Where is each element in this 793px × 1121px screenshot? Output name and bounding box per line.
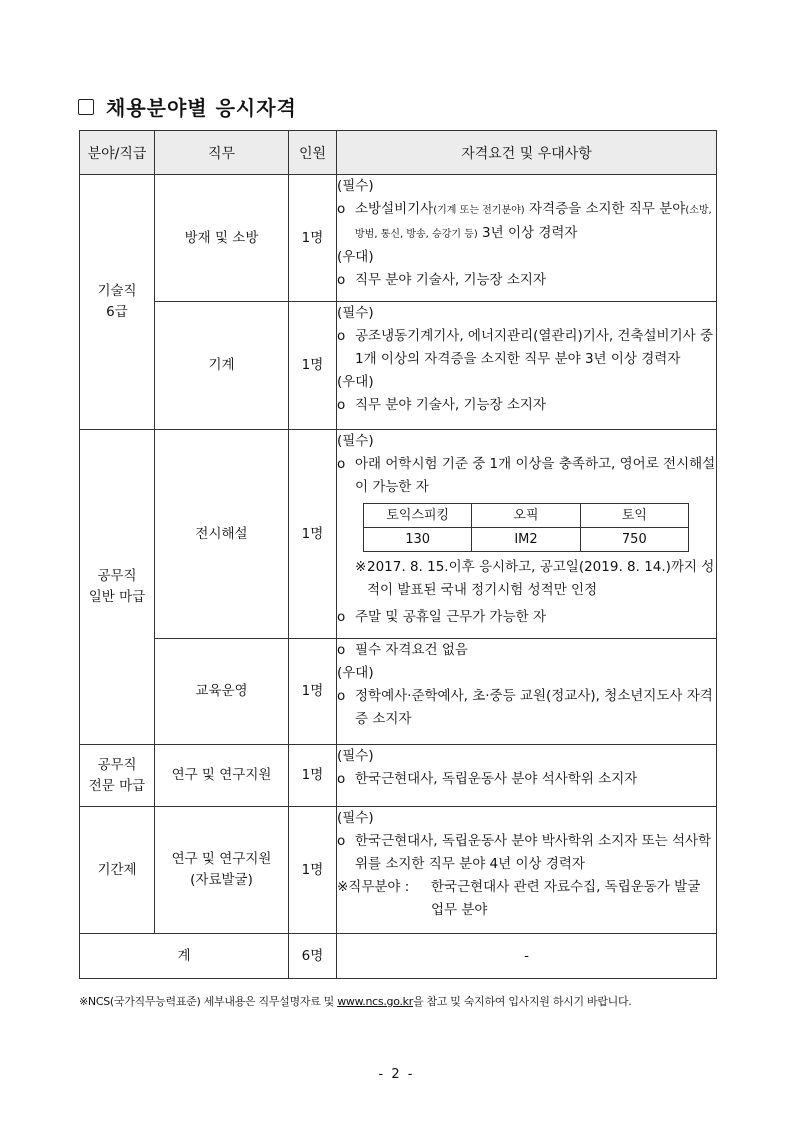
- list-item: [337, 768, 716, 791]
- job-cell: 연구 및 연구지원: [155, 745, 289, 807]
- job-field-note: [337, 876, 716, 922]
- list-item-text: 아래 어학시험 기준 중 1개 이상을 충족하고, 영어로 전시해설이 가능한 자: [355, 456, 716, 495]
- category-cell: 공무직 일반 마급: [80, 430, 155, 745]
- list-item: [337, 639, 716, 662]
- text-part: 소방설비기사: [355, 201, 434, 217]
- job-cell: 방재 및 소방: [155, 175, 289, 302]
- required-label: (필수): [337, 748, 374, 764]
- job-cell: 기계: [155, 302, 289, 430]
- bullet-icon: o: [337, 272, 346, 288]
- list-item-text: 필수 자격요건 없음: [355, 642, 468, 658]
- required-label: (필수): [337, 178, 374, 194]
- qualification-cell: [337, 175, 717, 302]
- bullet-icon: o: [337, 328, 346, 344]
- section-title: [78, 92, 297, 121]
- note-mark: ※직무분야 :: [337, 879, 410, 895]
- bullet-icon: o: [337, 609, 346, 625]
- job-cell: 전시해설: [155, 430, 289, 639]
- header-job: 직무: [155, 131, 289, 175]
- count-cell: 1명: [289, 302, 337, 430]
- text-part: 자격증을 소지한 직무 분야: [524, 201, 686, 217]
- job-cell: 교육운영: [155, 639, 289, 745]
- qualification-cell: [337, 430, 717, 639]
- list-item-text: 주말 및 공휴일 근무가 가능한 자: [355, 609, 546, 625]
- page-number: - 2 -: [378, 1067, 415, 1082]
- total-row: [80, 934, 717, 979]
- list-item-text: 한국근현대사, 독립운동사 분야 석사학위 소지자: [355, 771, 638, 787]
- language-score-table: [363, 503, 689, 552]
- score-value: 750: [580, 528, 688, 552]
- text-part-small: (소방, 방범, 통신, 방송, 승강기 등): [355, 205, 712, 240]
- list-item: [337, 394, 716, 417]
- preferred-label: (우대): [337, 374, 374, 390]
- checkbox-icon: [78, 99, 94, 115]
- required-label: (필수): [337, 433, 374, 449]
- list-item-text: 한국근현대사, 독립운동사 분야 박사학위 소지자 또는 석사학위를 소지한 직무 분야 4년 이상 경력자: [355, 833, 712, 872]
- table-row: [80, 807, 717, 934]
- total-detail: -: [337, 934, 717, 979]
- count-cell: 1명: [289, 430, 337, 639]
- category-cell: 공무직 전문 마급: [80, 745, 155, 807]
- job-cell: 연구 및 연구지원 (자료발굴): [155, 807, 289, 934]
- bullet-icon: o: [337, 456, 346, 472]
- qualification-cell: [337, 302, 717, 430]
- note-text: 2017. 8. 15.이후 응시하고, 공고일(2019. 8. 14.)까지 성적이 발표된 국내 정기시험 성적만 인정: [367, 559, 715, 598]
- list-item: [337, 830, 716, 876]
- note-mark: ※: [355, 559, 367, 575]
- count-cell: 1명: [289, 175, 337, 302]
- footnote-prefix: ※NCS(국가직무능력표준) 세부내용은 직무설명자료 및: [79, 995, 338, 1008]
- bullet-icon: o: [337, 397, 346, 413]
- table-header-row: [80, 131, 717, 175]
- list-item: [337, 606, 716, 629]
- score-value: IM2: [472, 528, 580, 552]
- bullet-icon: o: [337, 771, 346, 787]
- list-item-text: 정학예사·준학예사, 초·중등 교원(정교사), 청소년지도사 자격증 소지자: [355, 688, 713, 727]
- footnote: [79, 993, 719, 1009]
- footnote-suffix: 을 참고 및 숙지하여 입사지원 하시기 바랍니다.: [412, 995, 632, 1008]
- bullet-icon: o: [337, 201, 346, 217]
- table-row: [80, 745, 717, 807]
- score-note: [337, 556, 716, 602]
- table-row: [80, 302, 717, 430]
- header-category: 분야/직급: [80, 131, 155, 175]
- total-label: 계: [80, 934, 289, 979]
- note-text: 한국근현대사 관련 자료수집, 독립운동가 발굴 업무 분야: [431, 879, 701, 918]
- count-cell: 1명: [289, 807, 337, 934]
- category-cell: 기술직 6급: [80, 175, 155, 430]
- preferred-label: (우대): [337, 249, 374, 265]
- count-cell: 1명: [289, 745, 337, 807]
- qualification-cell: [337, 745, 717, 807]
- list-item-text: 직무 분야 기술사, 기능장 소지자: [355, 272, 546, 288]
- table-row: [80, 175, 717, 302]
- list-item: [337, 269, 716, 292]
- list-item-text: 공조냉동기계기사, 에너지관리(열관리)기사, 건축설비기사 중 1개 이상의 자격증을 소지한 직무 분야 3년 이상 경력자: [355, 328, 714, 367]
- bullet-icon: o: [337, 833, 346, 849]
- preferred-label: (우대): [337, 665, 374, 681]
- qualification-cell: [337, 639, 717, 745]
- count-cell: 1명: [289, 639, 337, 745]
- total-count: 6명: [289, 934, 337, 979]
- qualification-cell: [337, 807, 717, 934]
- header-qualification: 자격요건 및 우대사항: [337, 131, 717, 175]
- list-item: [337, 685, 716, 731]
- list-item: [337, 198, 716, 246]
- score-header: 오픽: [472, 504, 580, 528]
- list-item: [337, 453, 716, 499]
- required-label: (필수): [337, 810, 374, 826]
- table-row: [80, 639, 717, 745]
- list-item-text: [355, 198, 716, 246]
- bullet-icon: o: [337, 688, 346, 704]
- required-label: (필수): [337, 305, 374, 321]
- score-value: 130: [364, 528, 472, 552]
- list-item-text: 직무 분야 기술사, 기능장 소지자: [355, 397, 546, 413]
- section-title-text: 채용분야별 응시자격: [106, 96, 297, 120]
- score-header: 토익스피킹: [364, 504, 472, 528]
- ncs-link[interactable]: www.ncs.go.kr: [337, 995, 413, 1008]
- header-count: 인원: [289, 131, 337, 175]
- bullet-icon: o: [337, 642, 346, 658]
- qualification-table: [79, 130, 717, 979]
- list-item: [337, 325, 716, 371]
- category-cell: 기간제: [80, 807, 155, 934]
- text-part-small: (기계 또는 전기분야): [433, 205, 525, 216]
- text-part: 3년 이상 경력자: [477, 225, 578, 241]
- score-header: 토익: [580, 504, 688, 528]
- table-row: [80, 430, 717, 639]
